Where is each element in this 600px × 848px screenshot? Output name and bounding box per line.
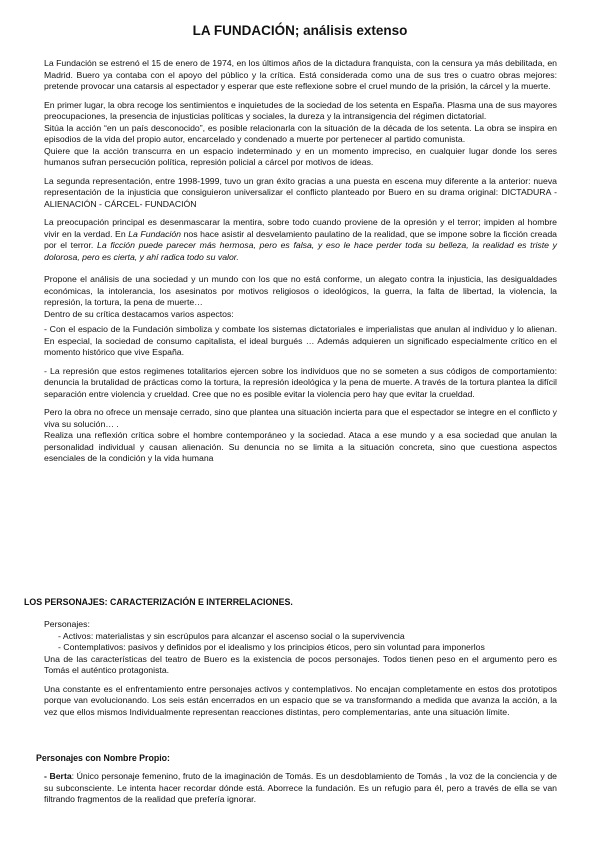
paragraph-espacio-fundacion: - Con el espacio de la Fundación simboliza y combate los sistemas dictatoriales e imperialistas que anulan al individuo y lo alienan. En especial, la sociedad de consumo capitalista, el ideal burgués … Además adquieren un significado especialmente crítico en el momento histórico que vive España. [44, 324, 557, 357]
work-title-italic: La Fundación [128, 228, 182, 239]
paragraph-sentimientos: En primer lugar, la obra recoge los sentimientos e inquietudes de la sociedad de los setenta en España. Plasma una de sus mayores preocupaciones, la presencia de injusticias políticas y sociales, la dureza y la intransigencia del régimen dictatorial. [44, 99, 557, 121]
text-run: La preocupación principal es desenmascarar la mentira, sobre todo cuando proviene de la opresión y el terror; impiden al hombre vivir en la verdad. En [44, 217, 557, 239]
paragraph-critica-intro: Dentro de su crítica destacamos varios aspectos: [44, 308, 234, 319]
paragraph-enfrentamiento: Una constante es el enfrentamiento entre personajes activos y contemplativos. No encajan completamente en estos dos prototipos porque van evolucionando. Los seis están encerrados en un espacio que se va transformando a medida que avanza la acción, a la vez que ellos mismos Individualmente representan reacciones distintas, pero complementarias, ante una situación límite. [44, 683, 557, 717]
paragraph-berta [44, 771, 557, 806]
intro-section [44, 58, 557, 465]
character-name-berta: - Berta [44, 771, 72, 781]
paragraph-preocupacion [44, 217, 557, 263]
paragraph-represion: - La represión que estos regimenes totalitarios ejercen sobre los individuos que no se someten a sus códigos de comportamiento: denuncia la brutalidad de prácticas como la tortura, la represión ideológica y la pena de muerte. A través de la tortura plantea la difícil separación entre violencia y crueldad. Cree que no es posible evitar la violencia pero hay que evitar la crueldad. [44, 365, 557, 399]
sub-heading-nombre-propio: Personajes con Nombre Propio: [36, 753, 170, 763]
paragraph-segunda-representacion: La segunda representación, entre 1998-1999, tuvo un gran éxito gracias a una puesta en escena muy diferente a la anterior: nueva representación de la injusticia que consiguieron universalizar el conflicto planteado por Buero en su drama original: DICTADURA - ALIENACIÓN - CÁRCEL- FUNDACIÓN [44, 175, 557, 209]
paragraph-reflexion-critica: Realiza una reflexión crítica sobre el hombre contemporáneo y la sociedad. Ataca a ese mundo y a esa sociedad que anulan la personalidad individual y causan alienación. Su denuncia no se limita a la situación concreta, sino que cuestiona aspectos esenciales de la condición y la vida humana [44, 430, 557, 463]
list-item-contemplativos: - Contemplativos: pasivos y definidos por el idealismo y los principios éticos, pero sin voluntad para imponerlos [58, 642, 485, 652]
list-item-activos: - Activos: materialistas y sin escrúpulos para alcanzar el ascenso social o la supervivencia [58, 630, 405, 641]
document-title: LA FUNDACIÓN; análisis extenso [192, 23, 408, 38]
text-run: : Único personaje femenino, fruto de la imaginación de Tomás. Es un desdoblamiento de Tomás , la voz de la conciencia y de su subconsciente. Le intenta hacer recordar dónde está. Aborrece la fundación. Es un refugio para él, pero a través de ella se van filtrando fragmentos de la realidad que prefería ignorar. [44, 771, 557, 804]
paragraph-espacio-indeterminado: Quiere que la acción transcurra en un espacio indeterminado y en un momento impreciso, en cualquier lugar donde los seres humanos sufran persecución política, represión policial a cárcel por motivos de ideas. [44, 145, 557, 167]
text-run: nos hace asistir al desvelamiento paulatino de la realidad, que se impone sobre la ficción creada por el terror. [44, 228, 557, 250]
paragraph-mensaje-abierto: Pero la obra no ofrece un mensaje cerrado, sino que plantea una situación incierta para que el espectador se integre en el conflicto y viva su solución… . [44, 407, 557, 429]
paragraph-propone-analisis: Propone el análisis de una sociedad y un mundo con los que no está conforme, un alegato contra la injusticia, las desigualdades económicas, la intolerancia, los asesinatos por motivos religiosos o ideológicos, la guerra, la falta de libertad, la violencia, la represión, la tortura, la pena de muerte… [44, 274, 557, 307]
paragraph-pocos-personajes: Una de las características del teatro de Buero es la existencia de pocos personajes. Todos tienen peso en el argumento pero es Tomás el auténtico protagonista. [44, 653, 557, 675]
paragraph-estreno: La Fundación se estrenó el 15 de enero de 1974, en los últimos años de la dictadura franquista, con la censura ya más debilitada, en Madrid. Buero ya contaba con el apoyo del público y la crítica. Está considerada como una de sus tres o cuatro obras mejores: pretende provocar una catarsis al espectador y esperar que este reflexione sobre el cruel mundo de la prisión, la cárcel y la muerte. [44, 58, 557, 91]
personajes-section [44, 619, 557, 718]
paragraph-situa-accion: Sitúa la acción “en un país desconocido”, es posible relacionarla con la situación de la década de los setenta. La obra se inspira en episodios de la vida del propio autor, encarcelado y condenado a muerte por pertenecer al partido comunista. [44, 122, 557, 144]
section-heading-personajes: LOS PERSONAJES: CARACTERIZACIÓN E INTERRELACIONES. [24, 597, 293, 607]
nombre-propio-section [44, 771, 557, 806]
quote-italic: La ficción puede parecer más hermosa, pero es falsa, y eso le hace perder toda su belleza, la realidad es triste y dolorosa, pero es cierta, y ahí radica todo su valor. [44, 240, 557, 262]
personajes-label: Personajes: [44, 619, 90, 629]
